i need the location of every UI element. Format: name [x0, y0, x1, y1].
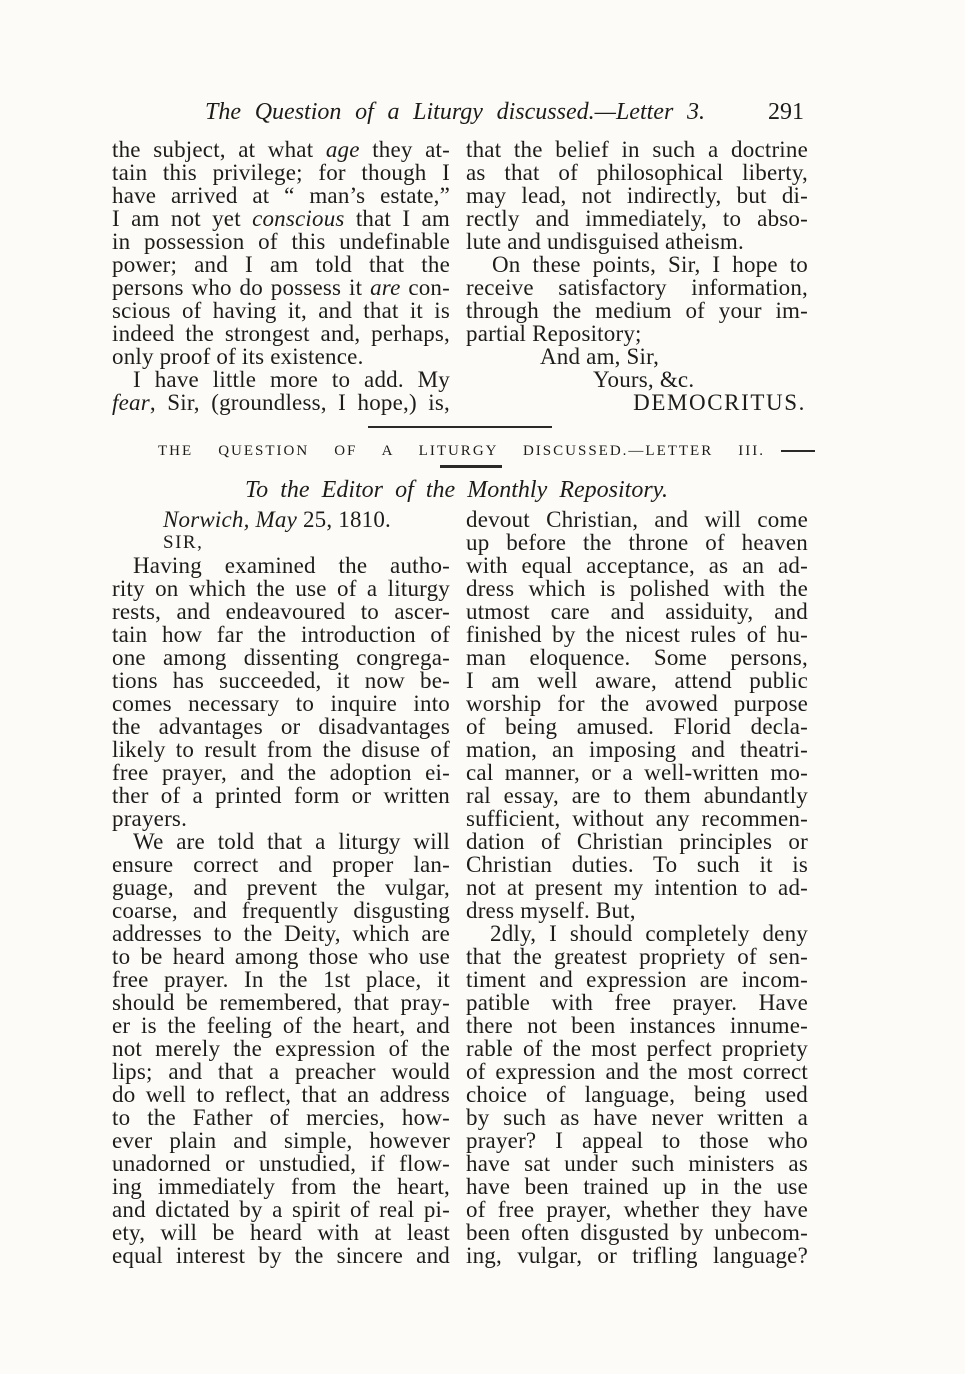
valediction: Yours, &c. [593, 367, 695, 392]
text-line: man eloquence. Some persons, [466, 645, 808, 670]
text-line: Having examined the autho- [133, 553, 450, 578]
italic-text: are [370, 275, 401, 300]
text-line: tain how far the introduction of [112, 622, 450, 647]
text-line: lips; and that a preacher would [112, 1059, 450, 1084]
text-line [112, 391, 450, 414]
text-line: I am well aware, attend public [466, 668, 808, 693]
text-line: devout Christian, and will come [466, 507, 808, 532]
text-line: indeed the strongest and, perhaps, [112, 321, 450, 346]
text-line: been often disgusted by unbecom- [466, 1220, 808, 1245]
text-line: dation of Christian principles or [466, 829, 808, 854]
italic-text: conscious [252, 206, 345, 231]
text-line: choice of language, being used [466, 1082, 808, 1107]
text-line: utmost care and assiduity, and [466, 599, 808, 624]
text-line: tain this privilege; for though I [112, 160, 450, 185]
dateline [112, 508, 450, 531]
text-line: likely to result from the disuse of [112, 737, 450, 762]
page-number: 291 [768, 99, 804, 125]
text-line: there not been instances innume- [466, 1013, 808, 1038]
text-line: rity on which the use of a liturgy [112, 576, 450, 601]
text-line: of being amused. Florid decla- [466, 714, 808, 739]
text-line: prayer? I appeal to those who [466, 1128, 808, 1153]
previous-letter-right-column [466, 138, 808, 414]
italic-text: fear [112, 390, 150, 415]
text-segment: persons who do possess it [112, 275, 371, 300]
text-line: tions has succeeded, it now be- [112, 668, 450, 693]
text-line: to be heard among those who use [112, 944, 450, 969]
text-segment: 25, 1810. [297, 507, 391, 532]
text-line: addresses to the Deity, which are [112, 921, 450, 946]
text-line: by such as have never written a [466, 1105, 808, 1130]
text-line: lute and undisguised atheism. [466, 229, 744, 254]
text-line: guage, and prevent the vulgar, [112, 875, 450, 900]
text-line: dress myself. But, [466, 898, 636, 923]
text-line: do well to reflect, that an address [112, 1082, 450, 1107]
heading-dash [781, 450, 815, 452]
text-line: rests, and endeavoured to ascer- [112, 599, 450, 624]
text-line: dress which is polished with the [466, 576, 808, 601]
text-line: have sat under such ministers as [466, 1151, 808, 1176]
text-line: of expression and the most correct [466, 1059, 808, 1084]
separator-rule [368, 426, 552, 428]
text-line: equal interest by the sincere and [112, 1243, 450, 1268]
text-line [112, 276, 450, 299]
text-line: not merely the expression of the [112, 1036, 450, 1061]
text-line: the advantages or disadvantages [112, 714, 450, 739]
text-segment: con- [400, 275, 450, 300]
text-line: have been trained up in the use [466, 1174, 808, 1199]
previous-letter-left-column [112, 138, 450, 414]
text-line: may lead, not indirectly, but di- [466, 183, 808, 208]
text-line: coarse, and frequently disgusting [112, 898, 450, 923]
text-line: mation, an imposing and theatri- [466, 737, 808, 762]
text-line: have arrived at “ man’s estate,” [112, 183, 450, 208]
closing-salutation: And am, Sir, [540, 344, 660, 369]
salutation: SIR, [163, 532, 204, 553]
text-line [112, 207, 450, 230]
signature: DEMOCRITUS. [633, 390, 806, 415]
article-left-column [112, 508, 450, 1267]
text-line: ral essay, are to them abundantly [466, 783, 808, 808]
text-line: through the medium of your im- [466, 298, 808, 323]
text-segment: , Sir, (groundless, I hope,) is, [149, 390, 450, 415]
text-line: prayers. [112, 806, 188, 831]
text-line: worship for the avowed purpose [466, 691, 808, 716]
text-line: free prayer. In the 1st place, it [112, 967, 450, 992]
text-line [112, 138, 450, 161]
text-line: ing immediately from the heart, [112, 1174, 450, 1199]
text-line: finished by the nicest rules of hu- [466, 622, 808, 647]
text-line: sufficient, without any recommen- [466, 806, 808, 831]
text-segment: that I am [344, 206, 450, 231]
italic-text: Norwich, May [163, 507, 297, 532]
text-line: ever plain and simple, however [112, 1128, 450, 1153]
text-line: and dictated by a spirit of real pi- [112, 1197, 450, 1222]
text-line: rectly and immediately, to abso- [466, 206, 808, 231]
text-segment: the subject, at what [112, 137, 326, 162]
text-line: er is the feeling of the heart, and [112, 1013, 450, 1038]
editor-address: To the Editor of the Monthly Repository. [245, 477, 668, 503]
text-line: patible with free prayer. Have [466, 990, 808, 1015]
text-line: partial Repository; [466, 321, 642, 346]
text-line: should be remembered, that pray- [112, 990, 450, 1015]
text-line: receive satisfactory information, [466, 275, 808, 300]
text-line: On these points, Sir, I hope to [492, 252, 808, 277]
text-line: unadorned or unstudied, if flow- [112, 1151, 450, 1176]
text-line: not at present my intention to ad- [466, 875, 808, 900]
text-line: 2dly, I should completely deny [490, 921, 808, 946]
text-line: that the belief in such a doctrine [466, 137, 808, 162]
text-segment: they at- [359, 137, 450, 162]
text-line: scious of having it, and that it is [112, 298, 450, 323]
text-line: as that of philosophical liberty, [466, 160, 808, 185]
text-line: timent and expression are incom- [466, 967, 808, 992]
text-line: up before the throne of heaven [466, 530, 808, 555]
text-line: We are told that a liturgy will [133, 829, 450, 854]
text-line: ing, vulgar, or trifling language? [466, 1243, 808, 1268]
text-line: only proof of its existence. [112, 344, 364, 369]
text-line: rable of the most perfect propriety [466, 1036, 808, 1061]
text-line: cal manner, or a well-written mo- [466, 760, 808, 785]
section-heading: THE QUESTION OF A LITURGY DISCUSSED.—LETTER III. [158, 443, 765, 459]
text-line: ther of a printed form or written [112, 783, 450, 808]
heading-rule [440, 465, 502, 468]
text-line: one among dissenting congrega- [112, 645, 450, 670]
text-line: Christian duties. To such it is [466, 852, 808, 877]
text-line: ety, will be heard with at least [112, 1220, 450, 1245]
text-line: in possession of this undefinable [112, 229, 450, 254]
text-segment: I am not yet [112, 206, 253, 231]
text-line: power; and I am told that the [112, 252, 450, 277]
text-line: I have little more to add. My [133, 367, 450, 392]
text-line: ensure correct and proper lan- [112, 852, 450, 877]
text-line: of free prayer, whether they have [466, 1197, 808, 1222]
text-line: comes necessary to inquire into [112, 691, 450, 716]
text-line: to the Father of mercies, how- [112, 1105, 450, 1130]
text-line: that the greatest propriety of sen- [466, 944, 808, 969]
article-right-column [466, 508, 808, 1267]
italic-text: age [325, 137, 360, 162]
text-line: free prayer, and the adoption ei- [112, 760, 450, 785]
running-head-title: The Question of a Liturgy discussed.—Letter 3. [205, 99, 705, 125]
text-line: with equal acceptance, as an ad- [466, 553, 808, 578]
